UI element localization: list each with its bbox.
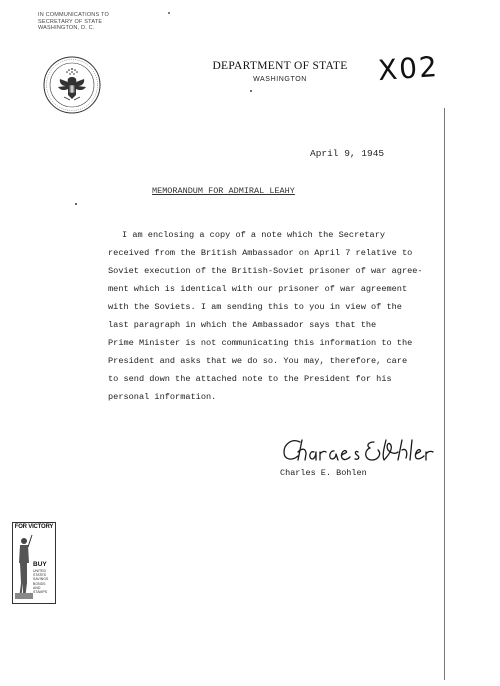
poster-small-line: AND: [33, 585, 41, 590]
poster-small-line: STAMPS: [33, 590, 48, 595]
memo-body-line: President and asks that we do so. You may, therefore, care: [108, 356, 408, 366]
ink-speck: [250, 90, 252, 92]
poster-victory-text: FOR VICTORY: [14, 524, 54, 530]
war-bonds-poster: [12, 522, 56, 604]
poster-buy-text: BUY: [33, 561, 47, 568]
address-stamp-line: SECRETARY OF STATE: [38, 18, 103, 25]
memo-date: April 9, 1945: [310, 148, 385, 159]
ink-speck: [168, 12, 170, 14]
minuteman-figure-icon: [15, 533, 33, 601]
memo-body-line: ment which is identical with our prisoner of war agreement: [108, 284, 408, 294]
memo-body-line: to send down the attached note to the President for his: [108, 374, 392, 384]
poster-small-text: [33, 569, 53, 594]
department-heading: DEPARTMENT OF STATE: [212, 60, 348, 72]
memo-body-line: Soviet execution of the British-Soviet prisoner of war agree-: [108, 266, 423, 276]
poster-small-line: UNITED: [33, 569, 47, 573]
address-stamp-line: IN COMMUNICATIONS TO: [38, 12, 109, 18]
memo-title: MEMORANDUM FOR ADMIRAL LEAHY: [152, 186, 295, 196]
memo-body: [108, 226, 438, 406]
memo-body-line: I am enclosing a copy of a note which the Secretary: [122, 230, 386, 240]
handwritten-file-number: X02: [376, 49, 440, 88]
poster-small-line: STATES: [33, 573, 47, 578]
poster-small-line: SAVINGS: [33, 577, 49, 582]
memo-body-line: personal information.: [108, 392, 217, 402]
memo-body-line: last paragraph in which the Ambassador says that the: [108, 320, 377, 330]
great-seal-icon: [42, 55, 102, 115]
memo-body-line: received from the British Ambassador on April 7 relative to: [108, 248, 413, 258]
memo-body-line: with the Soviets. I am sending this to you in view of the: [108, 302, 402, 312]
typed-signature-name: Charles E. Bohlen: [280, 468, 367, 478]
memo-body-line: Prime Minister is not communicating this information to the: [108, 338, 413, 348]
address-stamp-line: WASHINGTON, D. C.: [38, 25, 95, 31]
page-edge-line: [444, 108, 445, 680]
handwritten-signature: [278, 430, 438, 470]
ink-speck: [75, 203, 77, 205]
address-stamp: [38, 12, 138, 32]
poster-small-line: BONDS: [33, 581, 46, 586]
department-city: WASHINGTON: [253, 76, 307, 83]
